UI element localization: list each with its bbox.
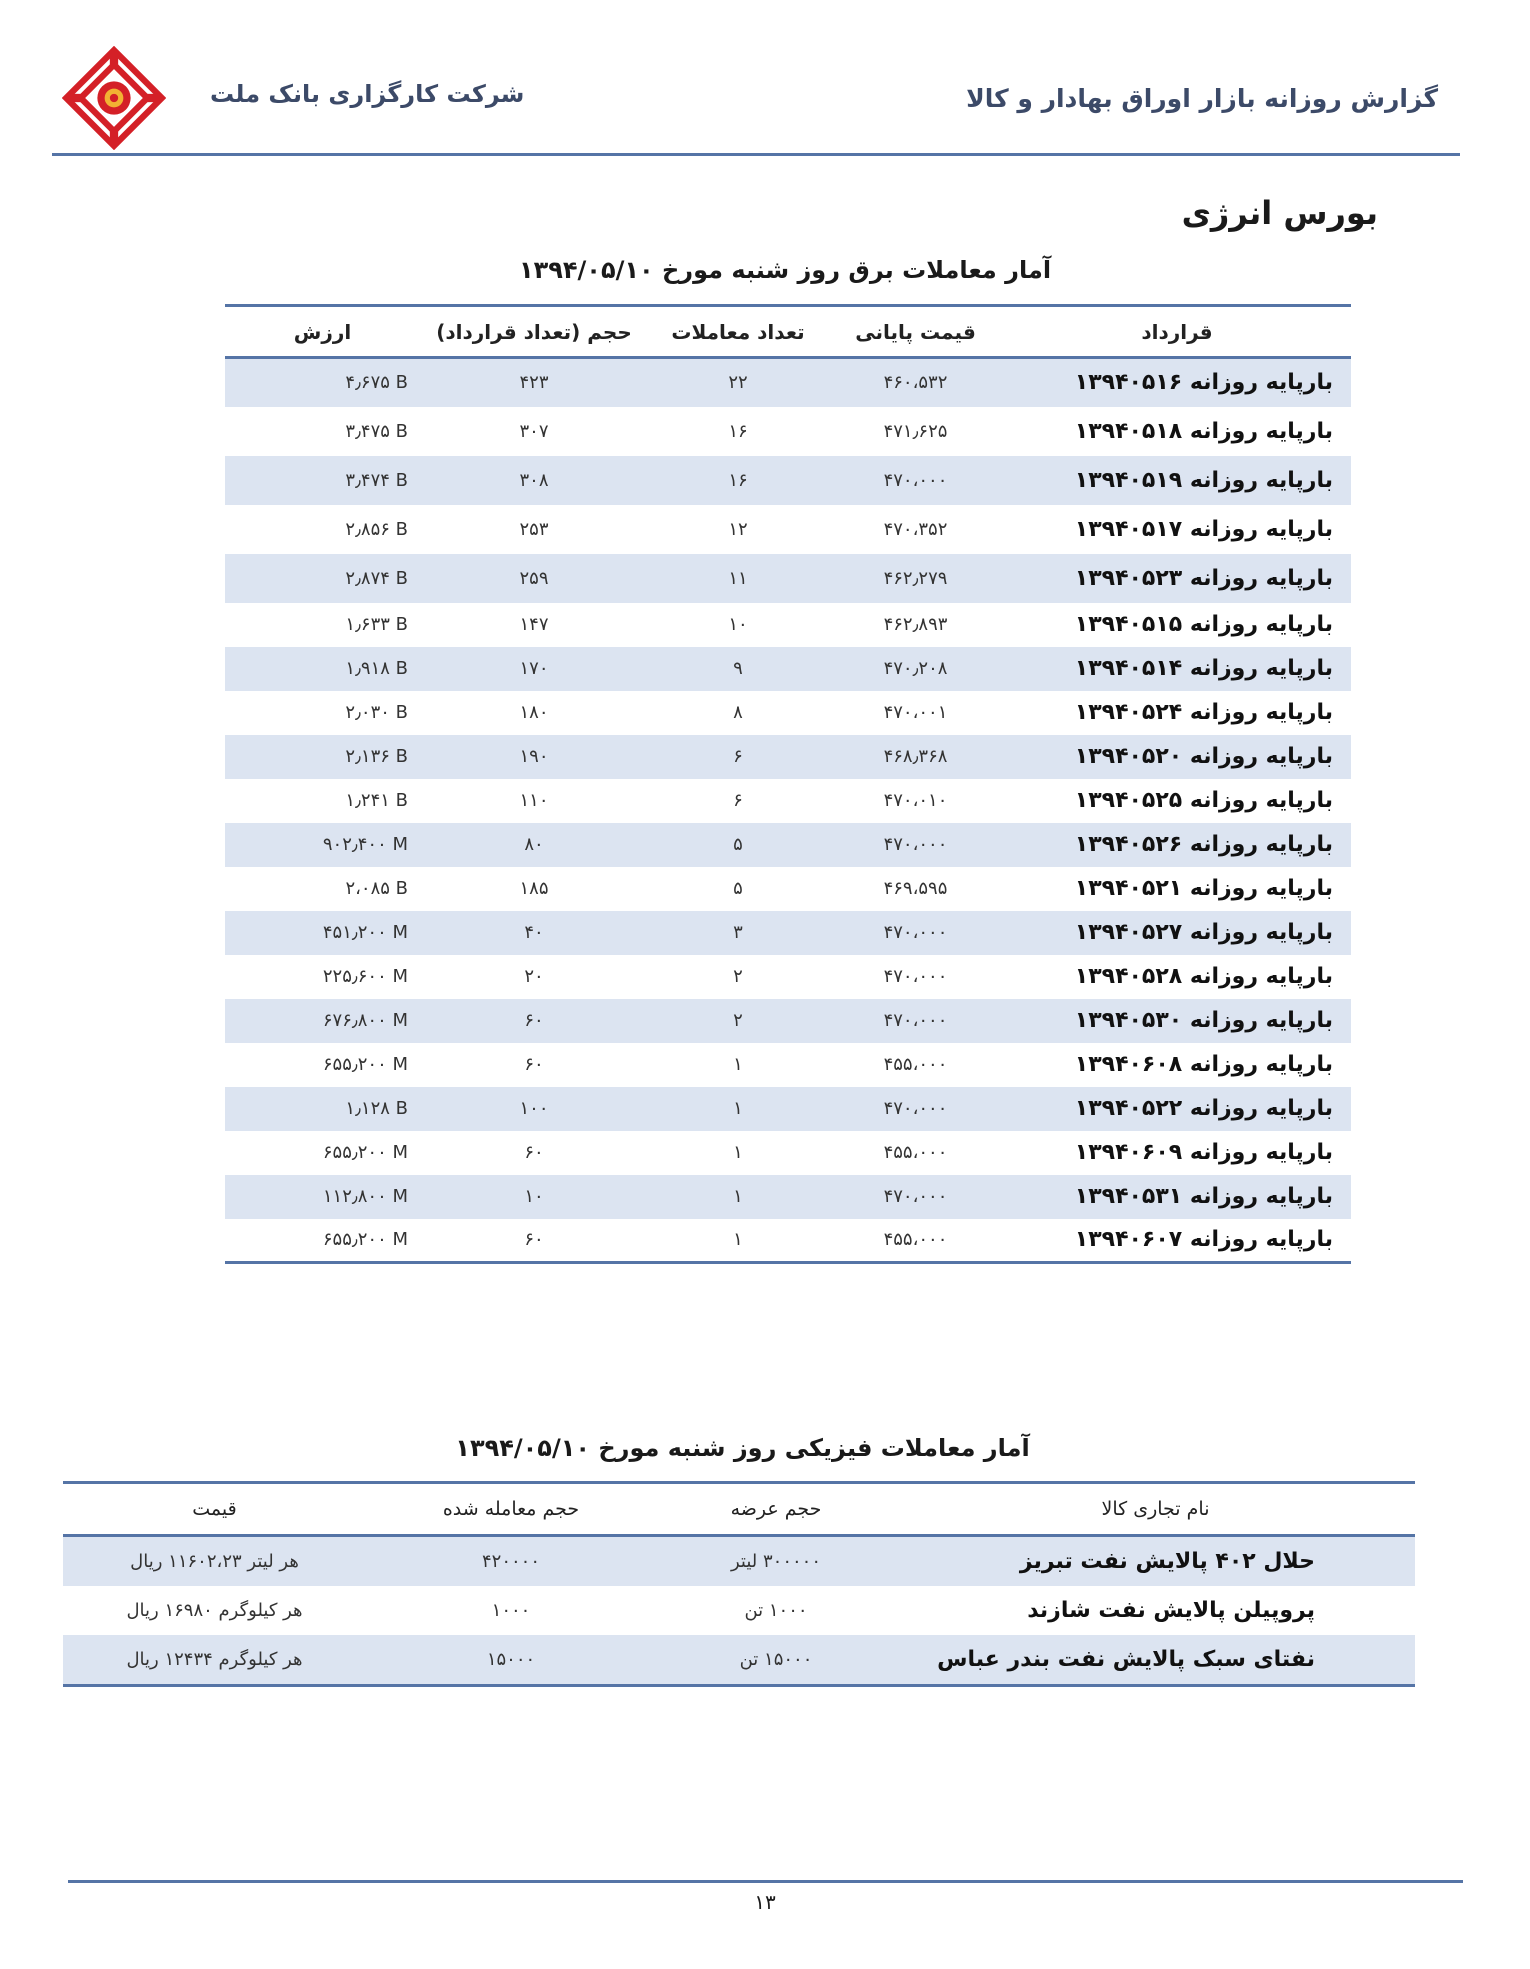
volume-cell: ۲۵۳: [519, 518, 549, 540]
value-cell: ۶۵۵٫۲۰۰ M: [225, 1219, 420, 1263]
table-row: [225, 647, 1351, 691]
price-cell: ۴۷۰،۰۰۰: [828, 911, 1003, 955]
column-header-product-name: نام تجاری کالا: [896, 1483, 1415, 1536]
price-cell: ۴۷۱٫۶۲۵: [883, 420, 948, 442]
value-cell: ۴٫۶۷۵ B: [225, 358, 420, 407]
supply-cell: ۱۵۰۰۰ تن: [656, 1635, 896, 1686]
contract-cell: بارپایه روزانه ۱۳۹۴۰۵۲۱: [1074, 876, 1333, 901]
price-cell: ۴۵۵،۰۰۰: [883, 1054, 948, 1075]
table-row: [63, 1536, 1415, 1587]
column-header-volume: حجم (تعداد قرارداد): [420, 306, 648, 358]
count-cell: ۱: [733, 1054, 743, 1075]
value-cell: ۲٫۱۳۶ B: [225, 735, 420, 779]
supply-cell: ۳۰۰۰۰۰ لیتر: [656, 1536, 896, 1587]
price-cell: هر کیلوگرم ۱۶۹۸۰ ریال: [126, 1600, 303, 1621]
footer-divider: [68, 1880, 1463, 1883]
contract-cell: بارپایه روزانه ۱۳۹۴۰۵۲۰: [1003, 735, 1351, 779]
value-cell: ۱۱۲٫۸۰۰ M: [225, 1175, 420, 1219]
electricity-table-caption: آمار معاملات برق روز شنبه مورخ ۱۳۹۴/۰۵/۱۰: [518, 256, 1052, 284]
company-name: شرکت کارگزاری بانک ملت: [210, 80, 525, 108]
physical-trades-table: [63, 1481, 1415, 1687]
table-row: [225, 603, 1351, 647]
mellat-bank-logo-icon: [62, 46, 166, 150]
table-row: [225, 867, 1351, 911]
table-row: [225, 358, 1351, 407]
volume-cell: ۶۰: [524, 1054, 544, 1075]
physical-table-caption: آمار معاملات فیزیکی روز شنبه مورخ ۱۳۹۴/۰۵/۱۰: [455, 1434, 1030, 1462]
supply-cell: ۱۰۰۰ تن: [744, 1600, 808, 1621]
count-cell: ۱۲: [728, 518, 748, 540]
traded-volume-cell: ۱۵۰۰۰: [366, 1635, 656, 1686]
count-cell: ۱۶: [648, 456, 828, 505]
price-cell: ۴۷۰٫۲۰۸: [828, 647, 1003, 691]
volume-cell: ۱۴۷: [519, 614, 549, 635]
count-cell: ۲: [648, 999, 828, 1043]
volume-cell: ۶۰: [524, 1142, 544, 1163]
contract-cell: بارپایه روزانه ۱۳۹۴۰۵۱۸: [1074, 418, 1333, 444]
table-row: [63, 1635, 1415, 1686]
table-row: [225, 1131, 1351, 1175]
price-cell: ۴۶۲٫۲۷۹: [828, 554, 1003, 603]
volume-cell: ۳۰۷: [519, 420, 549, 442]
value-cell: ۲۲۵٫۶۰۰ M: [322, 966, 408, 987]
table-row: [225, 911, 1351, 955]
contract-cell: بارپایه روزانه ۱۳۹۴۰۵۱۹: [1003, 456, 1351, 505]
count-cell: ۶: [648, 735, 828, 779]
table-row: [225, 1219, 1351, 1263]
value-cell: ۲٫۸۷۴ B: [225, 554, 420, 603]
value-cell: ۶۵۵٫۲۰۰ M: [322, 1054, 408, 1075]
volume-cell: ۶۰: [420, 1219, 648, 1263]
table-row: [225, 407, 1351, 456]
value-cell: ۳٫۴۷۴ B: [225, 456, 420, 505]
volume-cell: ۱۱۰: [519, 790, 549, 811]
value-cell: ۶۵۵٫۲۰۰ M: [322, 1142, 408, 1163]
volume-cell: ۲۵۹: [420, 554, 648, 603]
table-row: [225, 955, 1351, 999]
page-number: ۱۳: [754, 1890, 776, 1914]
table-row: [225, 1043, 1351, 1087]
volume-cell: ۱۰۰: [420, 1087, 648, 1131]
value-cell: ۱٫۲۴۱ B: [345, 790, 408, 811]
contract-cell: بارپایه روزانه ۱۳۹۴۰۵۲۴: [1074, 700, 1333, 725]
table-row: [225, 823, 1351, 867]
column-header-traded-volume: حجم معامله شده: [366, 1483, 656, 1536]
price-cell: هر لیتر ۱۱۶۰۲،۲۳ ریال: [63, 1536, 366, 1587]
price-cell: ۴۵۵،۰۰۰: [883, 1142, 948, 1163]
table-row: [225, 505, 1351, 554]
volume-cell: ۴۲۳: [420, 358, 648, 407]
column-header-contract: قرارداد: [1003, 306, 1351, 358]
price-cell: هر کیلوگرم ۱۲۴۳۴ ریال: [63, 1635, 366, 1686]
contract-cell: بارپایه روزانه ۱۳۹۴۰۵۲۷: [1003, 911, 1351, 955]
value-cell: ۱٫۹۱۸ B: [225, 647, 420, 691]
price-cell: ۴۶۸٫۳۶۸: [828, 735, 1003, 779]
value-cell: ۱٫۱۲۸ B: [225, 1087, 420, 1131]
volume-cell: ۱۷۰: [420, 647, 648, 691]
count-cell: ۸: [733, 702, 743, 723]
column-header-price: قیمت پایانی: [828, 306, 1003, 358]
price-cell: ۴۵۵،۰۰۰: [828, 1219, 1003, 1263]
table-header-row: [225, 306, 1351, 358]
electricity-trades-table: [225, 304, 1351, 1264]
volume-cell: ۴۰: [420, 911, 648, 955]
table-row: [63, 1586, 1415, 1635]
count-cell: ۲۲: [648, 358, 828, 407]
value-cell: ۲،۰۸۵ B: [345, 878, 408, 899]
contract-cell: بارپایه روزانه ۱۳۹۴۰۵۱۴: [1003, 647, 1351, 691]
count-cell: ۵: [648, 823, 828, 867]
price-cell: ۴۷۰،۰۰۱: [883, 702, 948, 723]
product-name-cell: نفتای سبک پالایش نفت بندر عباس: [896, 1635, 1415, 1686]
price-cell: ۴۷۰،۰۰۰: [883, 966, 948, 987]
price-cell: ۴۷۰،۳۵۲: [883, 518, 948, 540]
contract-cell: بارپایه روزانه ۱۳۹۴۰۵۲۳: [1003, 554, 1351, 603]
contract-cell: بارپایه روزانه ۱۳۹۴۰۵۲۸: [1074, 964, 1333, 989]
count-cell: ۱: [733, 1142, 743, 1163]
price-cell: ۴۷۰،۰۰۰: [828, 1175, 1003, 1219]
price-cell: ۴۶۹،۵۹۵: [883, 878, 948, 899]
section-title: بورس انرژی: [1181, 194, 1378, 232]
count-cell: ۹: [648, 647, 828, 691]
contract-cell: بارپایه روزانه ۱۳۹۴۰۵۱۷: [1074, 516, 1333, 542]
volume-cell: ۱۹۰: [420, 735, 648, 779]
table-row: [225, 735, 1351, 779]
contract-cell: بارپایه روزانه ۱۳۹۴۰۵۱۶: [1003, 358, 1351, 407]
contract-cell: بارپایه روزانه ۱۳۹۴۰۶۰۹: [1074, 1140, 1333, 1165]
count-cell: ۶: [733, 790, 743, 811]
value-cell: ۲٫۸۵۶ B: [345, 518, 408, 540]
contract-cell: بارپایه روزانه ۱۳۹۴۰۶۰۷: [1003, 1219, 1351, 1263]
table-row: [225, 999, 1351, 1043]
volume-cell: ۱۸۰: [519, 702, 549, 723]
value-cell: ۹۰۲٫۴۰۰ M: [225, 823, 420, 867]
price-cell: ۴۶۲٫۸۹۳: [883, 614, 948, 635]
count-cell: ۳: [648, 911, 828, 955]
price-cell: ۴۷۰،۰۰۰: [828, 456, 1003, 505]
table-row: [225, 779, 1351, 823]
volume-cell: ۲۰: [524, 966, 544, 987]
contract-cell: بارپایه روزانه ۱۳۹۴۰۶۰۸: [1074, 1052, 1333, 1077]
price-cell: ۴۷۰،۰۰۰: [828, 1087, 1003, 1131]
count-cell: ۱۰: [728, 614, 748, 635]
count-cell: ۵: [733, 878, 743, 899]
product-name-cell: پروپیلن پالایش نفت شازند: [1027, 1598, 1315, 1623]
column-header-supply: حجم عرضه: [656, 1483, 896, 1536]
price-cell: ۴۷۰،۰۰۰: [828, 823, 1003, 867]
contract-cell: بارپایه روزانه ۱۳۹۴۰۵۲۲: [1003, 1087, 1351, 1131]
value-cell: ۶۷۶٫۸۰۰ M: [225, 999, 420, 1043]
table-row: [225, 1087, 1351, 1131]
column-header-value: ارزش: [225, 306, 420, 358]
count-cell: ۱۶: [728, 420, 748, 442]
price-cell: ۴۷۰،۰۰۰: [828, 999, 1003, 1043]
report-title: گزارش روزانه بازار اوراق بهادار و کالا: [966, 84, 1438, 113]
column-header-price: قیمت: [63, 1483, 366, 1536]
count-cell: ۱۱: [648, 554, 828, 603]
table-row: [225, 456, 1351, 505]
price-cell: ۴۶۰،۵۳۲: [828, 358, 1003, 407]
contract-cell: بارپایه روزانه ۱۳۹۴۰۵۱۵: [1074, 612, 1333, 637]
table-row: [225, 1175, 1351, 1219]
value-cell: ۳٫۴۷۵ B: [345, 420, 408, 442]
price-cell: ۴۷۰،۰۱۰: [883, 790, 948, 811]
traded-volume-cell: ۴۲۰۰۰۰: [366, 1536, 656, 1587]
header-divider: [52, 153, 1460, 156]
volume-cell: ۳۰۸: [420, 456, 648, 505]
value-cell: ۲٫۰۳۰ B: [345, 702, 408, 723]
table-row: [225, 691, 1351, 735]
value-cell: ۴۵۱٫۲۰۰ M: [225, 911, 420, 955]
table-header-row: [63, 1483, 1415, 1536]
count-cell: ۲: [733, 966, 743, 987]
contract-cell: بارپایه روزانه ۱۳۹۴۰۵۲۵: [1074, 788, 1333, 813]
volume-cell: ۸۰: [420, 823, 648, 867]
product-name-cell: حلال ۴۰۲ پالایش نفت تبریز: [896, 1536, 1415, 1587]
volume-cell: ۱۰: [420, 1175, 648, 1219]
traded-volume-cell: ۱۰۰۰: [491, 1600, 531, 1621]
contract-cell: بارپایه روزانه ۱۳۹۴۰۵۳۰: [1003, 999, 1351, 1043]
table-row: [225, 554, 1351, 603]
volume-cell: ۶۰: [420, 999, 648, 1043]
contract-cell: بارپایه روزانه ۱۳۹۴۰۵۳۱: [1003, 1175, 1351, 1219]
contract-cell: بارپایه روزانه ۱۳۹۴۰۵۲۶: [1003, 823, 1351, 867]
count-cell: ۱: [648, 1087, 828, 1131]
volume-cell: ۱۸۵: [519, 878, 549, 899]
column-header-count: تعداد معاملات: [648, 306, 828, 358]
count-cell: ۱: [648, 1175, 828, 1219]
count-cell: ۱: [648, 1219, 828, 1263]
value-cell: ۱٫۶۳۳ B: [345, 614, 408, 635]
